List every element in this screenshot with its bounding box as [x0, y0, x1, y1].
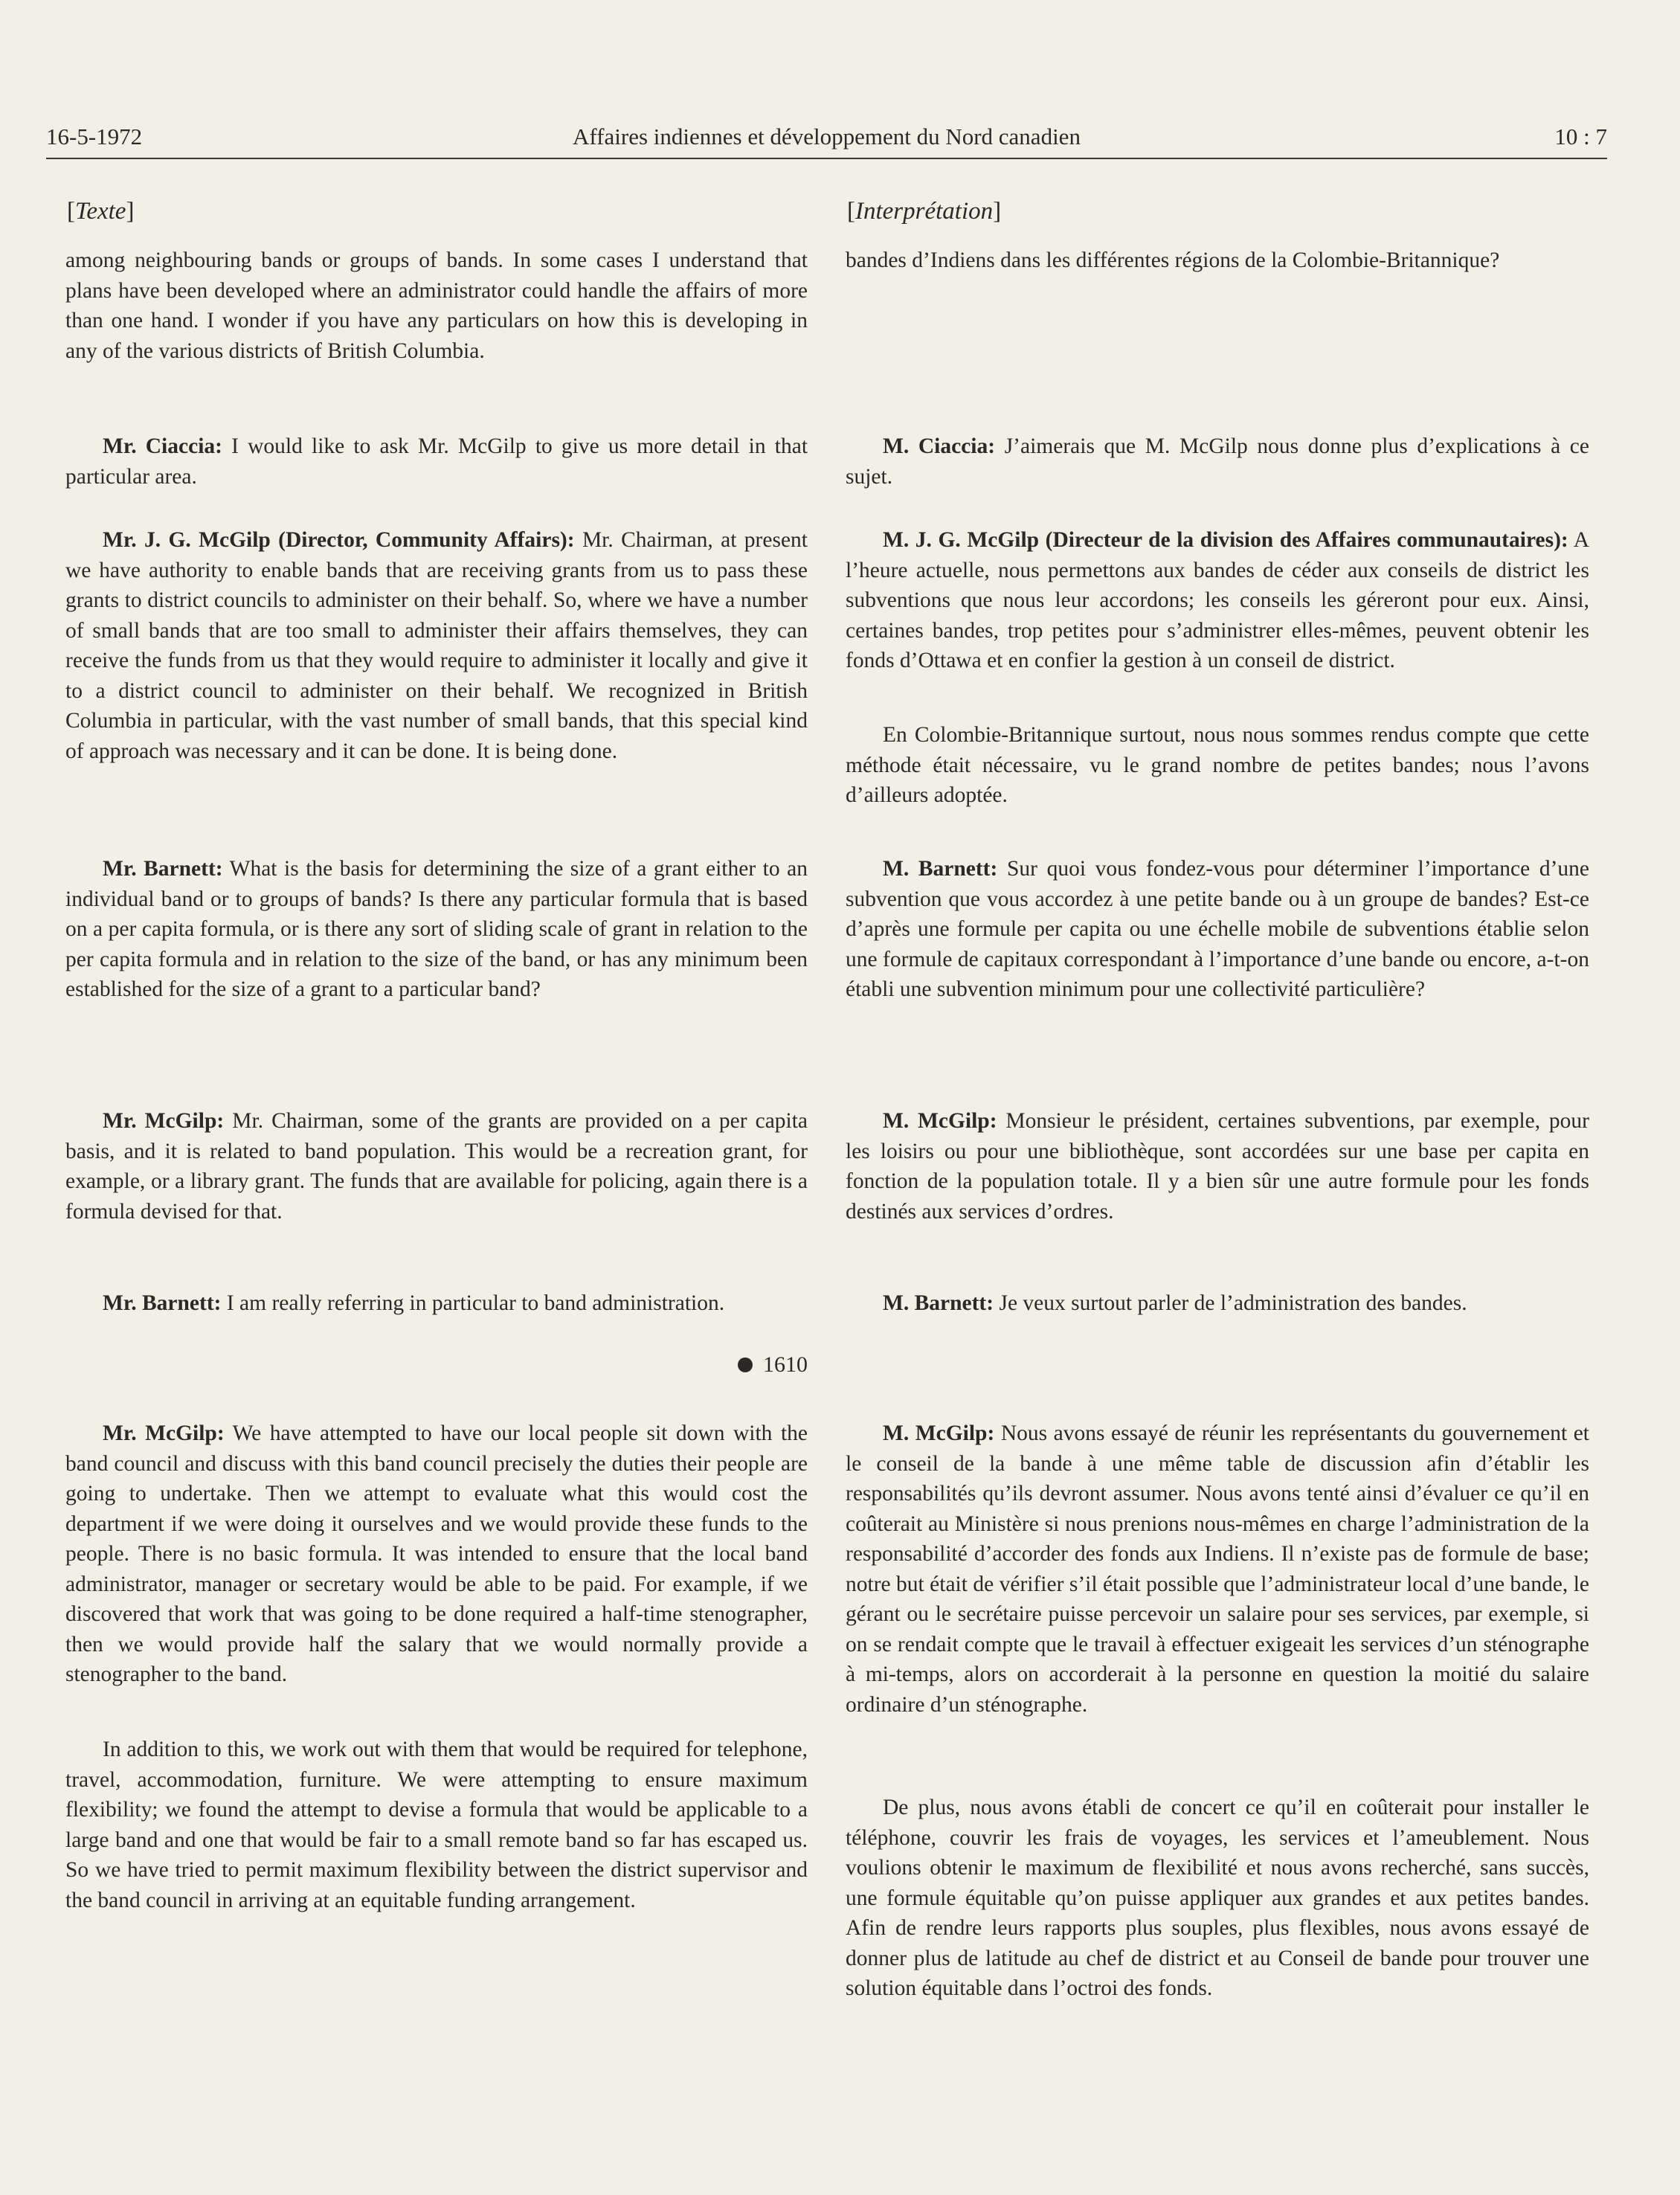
speech-text: Mr. Chairman, at present we have authority to enable bands that are receiving grants from us to pass these grants to district councils to administer on their behalf. So, where we have a number of small bands that are too small to administer their affairs themselves, they can receive the funds from us that they would require to administer it locally and give it to a district council to administer on their behalf. We recognized in British Columbia in particular, with the vast number of small bands, that this special kind of approach was necessary and it can be done. It is being done. [65, 528, 808, 763]
speaker-paragraph [846, 431, 1589, 492]
speech-text: Sur quoi vous fondez-vous pour déterminer l’importance d’une subvention que vous accordez à une petite bande ou à un groupe de bandes? Est-ce d’après une formule per capita ou une échelle mobile de subventions établie selon une formule de capitaux correspondant à l’importance d’une bande ou encore, a-t-on établi une subvention minimum pour une collectivité particulière? [846, 857, 1589, 1001]
speaker-paragraph [846, 854, 1589, 1005]
header-page-number: 10 : 7 [1554, 123, 1607, 150]
speaker-name: M. Barnett: [883, 857, 998, 881]
english-column [65, 195, 808, 1912]
speaker-name: M. McGilp: [883, 1109, 997, 1133]
bullet-icon [738, 1357, 753, 1372]
speaker-name: Mr. J. G. McGilp (Director, Community Affairs): [103, 528, 575, 552]
speech-text: Mr. Chairman, some of the grants are provided on a per capita basis, and it is related to band population. This would be a recreation grant, for example, or a library grant. The funds that are available for policing, again there is a formula devised for that. [65, 1109, 808, 1224]
speaker-name: M. Ciaccia: [883, 434, 996, 458]
header-date: 16-5-1972 [46, 123, 143, 150]
speaker-name: M. McGilp: [883, 1421, 995, 1445]
speech-text: A l’heure actuelle, nous permettons aux bandes de céder aux conseils de district les subventions que nous leur accordons; les conseils les géreront pour eux. Ainsi, certaines bandes, trop petites pour s’administrer elles-mêmes, peuvent obtenir les fonds d’Ottawa et en confier la gestion à un conseil de district. [846, 528, 1590, 672]
speech-text: I am really referring in particular to band administration. [226, 1291, 725, 1315]
speaker-paragraph [846, 525, 1589, 676]
speech-text: Nous avons essayé de réunir les représentants du gouvernement et le conseil de la bande à une même table de discussion afin d’établir les responsabilités qu’ils devront assumer. Nous avons tenté ainsi d’évaluer ce qu’il en coûterait au Ministère si nous prenions nous-mêmes en charge l’administration de la responsabilité d’accorder des fonds aux Indiens. Il n’existe pas de formule de base; notre but était de vérifier s’il était possible que l’administrateur local d’une bande, le gérant ou le secrétaire puisse percevoir un salaire pour ses services, par exemple, si on se rendait compte que le travail à effectuer exigeait les services d’un sténographe à mi-temps, alors on accorderait à la personne en question la moitié du salaire ordinaire d’un sténographe. [846, 1421, 1589, 1717]
paragraph: bandes d’Indiens dans les différentes régions de la Colombie-Britannique? [846, 248, 1500, 272]
speech-text: J’aimerais que M. McGilp nous donne plus d’explications à ce sujet. [846, 434, 1589, 489]
paragraph: En Colombie-Britannique surtout, nous nous sommes rendus compte que cette méthode était nécessaire, vu le grand nombre de petites bandes; nous l’avons d’ailleurs adoptée. [846, 723, 1589, 807]
speaker-paragraph [65, 1288, 808, 1319]
speech-text: Je veux surtout parler de l’administration des bandes. [999, 1291, 1467, 1315]
section-label-interpretation-value: Interprétation [855, 198, 994, 225]
speaker-name: M. Barnett: [883, 1291, 994, 1315]
time-marker-value: 1610 [763, 1352, 808, 1377]
speaker-paragraph [846, 1106, 1589, 1227]
header-title: Affaires indiennes et développement du Nord canadien [573, 123, 1081, 150]
speaker-paragraph [65, 525, 808, 766]
speech-text: I would like to ask Mr. McGilp to give us more detail in that particular area. [65, 434, 808, 489]
speaker-name: Mr. Ciaccia: [103, 434, 222, 458]
french-column [846, 195, 1590, 2000]
section-label-text-value: Texte [75, 198, 126, 225]
speech-text: What is the basis for determining the size of a grant either to an individual band or to groups of bands? Is there any particular formula that is based on a per capita formula, or is there any sort of sliding scale of grant in relation to the per capita formula and in relation to the size of the band, or has any minimum been established for the size of a grant to a particular band? [65, 857, 808, 1001]
speaker-paragraph [65, 854, 808, 1005]
speaker-paragraph [846, 1418, 1589, 1720]
speaker-name: Mr. Barnett: [103, 857, 223, 881]
speaker-paragraph [65, 431, 808, 492]
speaker-name: Mr. McGilp: [103, 1421, 225, 1445]
time-marker [65, 1350, 811, 1380]
paragraph: In addition to this, we work out with them that would be required for telephone, travel, accommodation, furniture. We were attempting to ensure maximum flexibility; we found the attempt to devise a formula that would be applicable to a large band and one that would be fair to a small remote band so far has escaped us. So we have tried to permit maximum flexibility between the district supervisor and the band council in arriving at an equitable funding arrangement. [65, 1738, 808, 1912]
speech-text: We have attempted to have our local people sit down with the band council and discuss with this band council precisely the duties their people are going to undertake. Then we attempt to evaluate what this would cost the department if we were doing it ourselves and we would provide these funds to the people. There is no basic formula. It was intended to ensure that the local band administrator, manager or secretary would be able to be paid. For example, if we discovered that work that was going to be done required a half-time stenographer, then we would provide half the salary that we would normally provide a stenographer to the band. [65, 1421, 808, 1686]
paragraph: among neighbouring bands or groups of bands. In some cases I understand that plans have been developed where an administrator could handle the affairs of more than one hand. I wonder if you have any particulars on how this is developing in any of the various districts of British Columbia. [65, 248, 808, 363]
speaker-paragraph [65, 1106, 808, 1227]
paragraph: De plus, nous avons établi de concert ce qu’il en coûterait pour installer le téléphone, couvrir les frais de voyages, les services et l’ameublement. Nous voulions obtenir le maximum de flexibilité et nous avons recherché, sans succès, une formule équitable qu’on puisse appliquer aux grandes et aux petites bandes. Afin de rendre leurs rapports plus souples, plus flexibles, nous avons essayé de donner plus de latitude au chef de district et au Conseil de bande pour trouver une solution équitable dans l’octroi des fonds. [846, 1796, 1589, 2000]
speech-text: Monsieur le président, certaines subventions, par exemple, pour les loisirs ou pour une bibliothèque, sont accordées sur une base per capita en fonction de la population totale. Il y a bien sûr une autre formule pour les fonds destinés aux services d’ordres. [846, 1109, 1589, 1224]
speaker-name: Mr. Barnett: [103, 1291, 222, 1315]
page-header [46, 120, 1607, 159]
speaker-name: Mr. McGilp: [103, 1109, 225, 1133]
speaker-paragraph [65, 1418, 808, 1690]
speaker-name: M. J. G. McGilp (Directeur de la division des Affaires communautaires): [883, 528, 1568, 552]
section-label-text: [Texte] [67, 198, 135, 225]
speaker-paragraph [846, 1288, 1589, 1319]
section-label-interpretation: [Interprétation] [847, 198, 1002, 225]
